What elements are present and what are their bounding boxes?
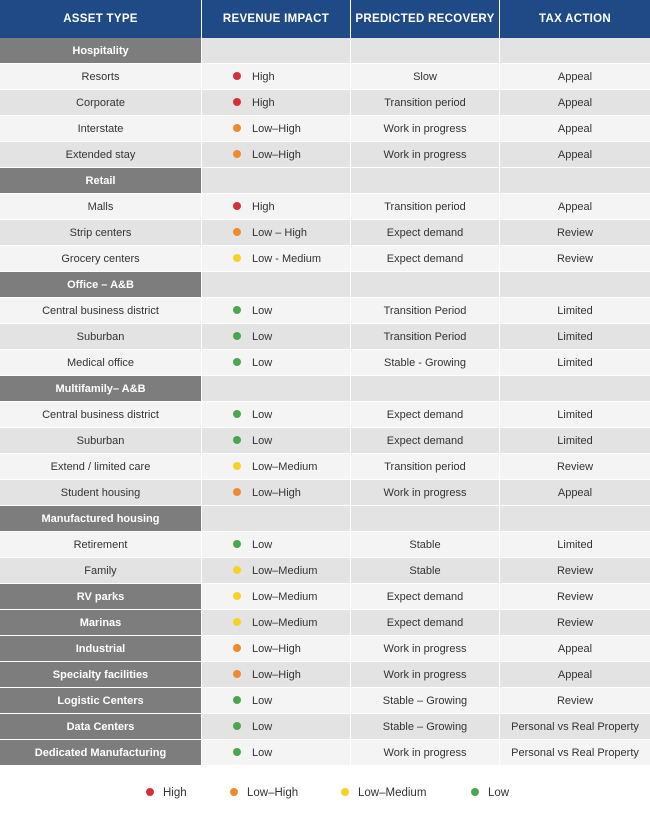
- revenue-impact-cell: [202, 688, 351, 714]
- tax-action-cell: Limited: [500, 532, 650, 558]
- impact-dot-icon: [233, 202, 241, 210]
- category-name: Hospitality: [0, 38, 202, 64]
- tax-action-cell: Review: [500, 454, 650, 480]
- impact-label: Low: [252, 694, 273, 707]
- asset-name: Grocery centers: [0, 246, 202, 272]
- predicted-recovery-cell: Slow: [351, 64, 500, 90]
- revenue-impact-cell: [202, 584, 351, 610]
- impact-dot-icon: [233, 748, 241, 756]
- asset-name: Student housing: [0, 480, 202, 506]
- legend-label: Low–High: [247, 787, 299, 799]
- tax-action-cell: Review: [500, 558, 650, 584]
- empty-cell: [500, 38, 650, 64]
- impact-label: High: [252, 70, 275, 83]
- impact-dot-icon: [233, 124, 241, 132]
- table-row: [0, 584, 650, 610]
- tax-action-cell: Review: [500, 584, 650, 610]
- asset-name: Marinas: [0, 610, 202, 636]
- predicted-recovery-cell: Stable - Growing: [351, 350, 500, 376]
- table-row: [0, 246, 650, 272]
- asset-name: Suburban: [0, 428, 202, 454]
- impact-dot-icon: [233, 436, 241, 444]
- legend: [0, 780, 650, 806]
- tax-action-cell: Appeal: [500, 662, 650, 688]
- table-row: [0, 90, 650, 116]
- impact-label: Low–High: [252, 486, 301, 499]
- empty-cell: [202, 506, 351, 532]
- table-row: [0, 350, 650, 376]
- tax-action-cell: Appeal: [500, 636, 650, 662]
- impact-label: Low: [252, 330, 273, 343]
- revenue-impact-cell: [202, 324, 351, 350]
- category-row: [0, 376, 650, 402]
- legend-item-low: [471, 780, 509, 806]
- impact-dot-icon: [233, 98, 241, 106]
- table-row: [0, 740, 650, 766]
- empty-cell: [500, 168, 650, 194]
- tax-action-cell: Review: [500, 220, 650, 246]
- impact-label: High: [252, 96, 275, 109]
- impact-label: High: [252, 200, 275, 213]
- impact-label: Low: [252, 434, 273, 447]
- revenue-impact-cell: [202, 350, 351, 376]
- revenue-impact-cell: [202, 116, 351, 142]
- impact-dot-icon: [233, 488, 241, 496]
- impact-dot-icon: [233, 228, 241, 236]
- asset-name: Data Centers: [0, 714, 202, 740]
- legend-label: Low–Medium: [358, 787, 427, 799]
- table-row: [0, 610, 650, 636]
- table-header-row: [0, 0, 650, 38]
- predicted-recovery-cell: Expect demand: [351, 402, 500, 428]
- revenue-impact-cell: [202, 454, 351, 480]
- impact-label: Low–High: [252, 668, 301, 681]
- asset-name: Malls: [0, 194, 202, 220]
- table-row: [0, 480, 650, 506]
- table-row: [0, 142, 650, 168]
- impact-dot-icon: [233, 410, 241, 418]
- impact-label: Low: [252, 538, 273, 551]
- predicted-recovery-cell: Stable – Growing: [351, 714, 500, 740]
- asset-name: RV parks: [0, 584, 202, 610]
- table-row: [0, 324, 650, 350]
- impact-dot-icon: [233, 566, 241, 574]
- revenue-impact-cell: [202, 64, 351, 90]
- empty-cell: [202, 168, 351, 194]
- empty-cell: [351, 272, 500, 298]
- table-row: [0, 220, 650, 246]
- legend-dot-icon: [230, 788, 238, 796]
- tax-action-cell: Personal vs Real Property: [500, 714, 650, 740]
- predicted-recovery-cell: Work in progress: [351, 740, 500, 766]
- predicted-recovery-cell: Expect demand: [351, 584, 500, 610]
- tax-action-cell: Appeal: [500, 64, 650, 90]
- impact-dot-icon: [233, 670, 241, 678]
- asset-name: Medical office: [0, 350, 202, 376]
- impact-label: Low–High: [252, 642, 301, 655]
- predicted-recovery-cell: Transition Period: [351, 298, 500, 324]
- table-row: [0, 688, 650, 714]
- impact-dot-icon: [233, 540, 241, 548]
- revenue-impact-cell: [202, 610, 351, 636]
- asset-name: Extended stay: [0, 142, 202, 168]
- category-name: Retail: [0, 168, 202, 194]
- legend-dot-icon: [471, 788, 479, 796]
- impact-label: Low: [252, 746, 273, 759]
- tax-action-cell: Review: [500, 246, 650, 272]
- asset-name: Central business district: [0, 402, 202, 428]
- predicted-recovery-cell: Work in progress: [351, 480, 500, 506]
- tax-action-cell: Appeal: [500, 116, 650, 142]
- impact-label: Low–Medium: [252, 460, 318, 473]
- header-predicted-recovery: PREDICTED RECOVERY: [351, 0, 500, 38]
- impact-dot-icon: [233, 358, 241, 366]
- empty-cell: [351, 376, 500, 402]
- header-revenue-impact: REVENUE IMPACT: [202, 0, 351, 38]
- category-row: [0, 38, 650, 64]
- impact-label: Low–High: [252, 122, 301, 135]
- empty-cell: [500, 376, 650, 402]
- impact-label: Low – High: [252, 226, 308, 239]
- impact-dot-icon: [233, 332, 241, 340]
- predicted-recovery-cell: Work in progress: [351, 142, 500, 168]
- impact-label: Low: [252, 304, 273, 317]
- predicted-recovery-cell: Stable: [351, 532, 500, 558]
- asset-name: Central business district: [0, 298, 202, 324]
- asset-name: Dedicated Manufacturing: [0, 740, 202, 766]
- revenue-impact-cell: [202, 662, 351, 688]
- asset-name: Extend / limited care: [0, 454, 202, 480]
- header-asset-type: ASSET TYPE: [0, 0, 202, 38]
- impact-label: Low: [252, 356, 273, 369]
- asset-name: Suburban: [0, 324, 202, 350]
- category-name: Multifamily– A&B: [0, 376, 202, 402]
- revenue-impact-cell: [202, 246, 351, 272]
- predicted-recovery-cell: Work in progress: [351, 662, 500, 688]
- legend-item-lowhigh: [230, 780, 298, 806]
- category-row: [0, 272, 650, 298]
- tax-action-cell: Limited: [500, 324, 650, 350]
- tax-action-cell: Review: [500, 688, 650, 714]
- table-row: [0, 298, 650, 324]
- revenue-impact-cell: [202, 740, 351, 766]
- legend-dot-icon: [146, 788, 154, 796]
- header-tax-action: TAX ACTION: [500, 0, 650, 38]
- table-row: [0, 662, 650, 688]
- tax-action-cell: Appeal: [500, 142, 650, 168]
- predicted-recovery-cell: Expect demand: [351, 246, 500, 272]
- tax-action-cell: Limited: [500, 298, 650, 324]
- impact-dot-icon: [233, 462, 241, 470]
- impact-label: Low - Medium: [252, 252, 322, 265]
- asset-name: Family: [0, 558, 202, 584]
- predicted-recovery-cell: Transition period: [351, 454, 500, 480]
- revenue-impact-cell: [202, 220, 351, 246]
- impact-dot-icon: [233, 150, 241, 158]
- empty-cell: [500, 272, 650, 298]
- table-row: [0, 116, 650, 142]
- asset-name: Specialty facilities: [0, 662, 202, 688]
- tax-action-cell: Limited: [500, 402, 650, 428]
- table-row: [0, 402, 650, 428]
- revenue-impact-cell: [202, 142, 351, 168]
- impact-dot-icon: [233, 254, 241, 262]
- tax-action-cell: Personal vs Real Property: [500, 740, 650, 766]
- table-row: [0, 636, 650, 662]
- asset-name: Industrial: [0, 636, 202, 662]
- impact-dot-icon: [233, 722, 241, 730]
- asset-name: Corporate: [0, 90, 202, 116]
- tax-action-cell: Limited: [500, 428, 650, 454]
- category-row: [0, 168, 650, 194]
- tax-action-cell: Appeal: [500, 480, 650, 506]
- tax-action-cell: Review: [500, 610, 650, 636]
- legend-dot-icon: [341, 788, 349, 796]
- empty-cell: [202, 38, 351, 64]
- revenue-impact-cell: [202, 714, 351, 740]
- legend-item-lowmed: [341, 780, 426, 806]
- category-row: [0, 506, 650, 532]
- table-row: [0, 64, 650, 90]
- table-row: [0, 558, 650, 584]
- predicted-recovery-cell: Stable – Growing: [351, 688, 500, 714]
- impact-label: Low–Medium: [252, 564, 318, 577]
- empty-cell: [351, 38, 500, 64]
- revenue-impact-cell: [202, 428, 351, 454]
- empty-cell: [351, 168, 500, 194]
- legend-item-high: [146, 780, 187, 806]
- empty-cell: [202, 272, 351, 298]
- impact-dot-icon: [233, 618, 241, 626]
- revenue-impact-cell: [202, 402, 351, 428]
- asset-name: Retirement: [0, 532, 202, 558]
- predicted-recovery-cell: Transition period: [351, 194, 500, 220]
- asset-name: Resorts: [0, 64, 202, 90]
- impact-dot-icon: [233, 644, 241, 652]
- table-row: [0, 454, 650, 480]
- table-row: [0, 428, 650, 454]
- predicted-recovery-cell: Transition period: [351, 90, 500, 116]
- empty-cell: [500, 506, 650, 532]
- revenue-impact-cell: [202, 194, 351, 220]
- revenue-impact-cell: [202, 636, 351, 662]
- category-name: Manufactured housing: [0, 506, 202, 532]
- revenue-impact-cell: [202, 480, 351, 506]
- predicted-recovery-cell: Expect demand: [351, 610, 500, 636]
- impact-label: Low–Medium: [252, 616, 318, 629]
- tax-action-cell: Appeal: [500, 194, 650, 220]
- empty-cell: [351, 506, 500, 532]
- asset-name: Interstate: [0, 116, 202, 142]
- revenue-impact-cell: [202, 558, 351, 584]
- table-row: [0, 714, 650, 740]
- legend-label: Low: [488, 787, 510, 799]
- asset-name: Logistic Centers: [0, 688, 202, 714]
- tax-action-cell: Appeal: [500, 90, 650, 116]
- table-row: [0, 194, 650, 220]
- revenue-impact-cell: [202, 298, 351, 324]
- impact-label: Low–High: [252, 148, 301, 161]
- impact-dot-icon: [233, 592, 241, 600]
- table-body: [0, 38, 650, 766]
- empty-cell: [202, 376, 351, 402]
- predicted-recovery-cell: Transition Period: [351, 324, 500, 350]
- legend-label: High: [163, 787, 187, 799]
- predicted-recovery-cell: Stable: [351, 558, 500, 584]
- revenue-impact-cell: [202, 532, 351, 558]
- impact-dot-icon: [233, 696, 241, 704]
- tax-action-cell: Limited: [500, 350, 650, 376]
- category-name: Office – A&B: [0, 272, 202, 298]
- predicted-recovery-cell: Work in progress: [351, 116, 500, 142]
- predicted-recovery-cell: Expect demand: [351, 220, 500, 246]
- revenue-impact-cell: [202, 90, 351, 116]
- impact-label: Low: [252, 408, 273, 421]
- impact-label: Low–Medium: [252, 590, 318, 603]
- asset-name: Strip centers: [0, 220, 202, 246]
- table-row: [0, 532, 650, 558]
- impact-label: Low: [252, 720, 273, 733]
- predicted-recovery-cell: Expect demand: [351, 428, 500, 454]
- predicted-recovery-cell: Work in progress: [351, 636, 500, 662]
- impact-dot-icon: [233, 72, 241, 80]
- impact-dot-icon: [233, 306, 241, 314]
